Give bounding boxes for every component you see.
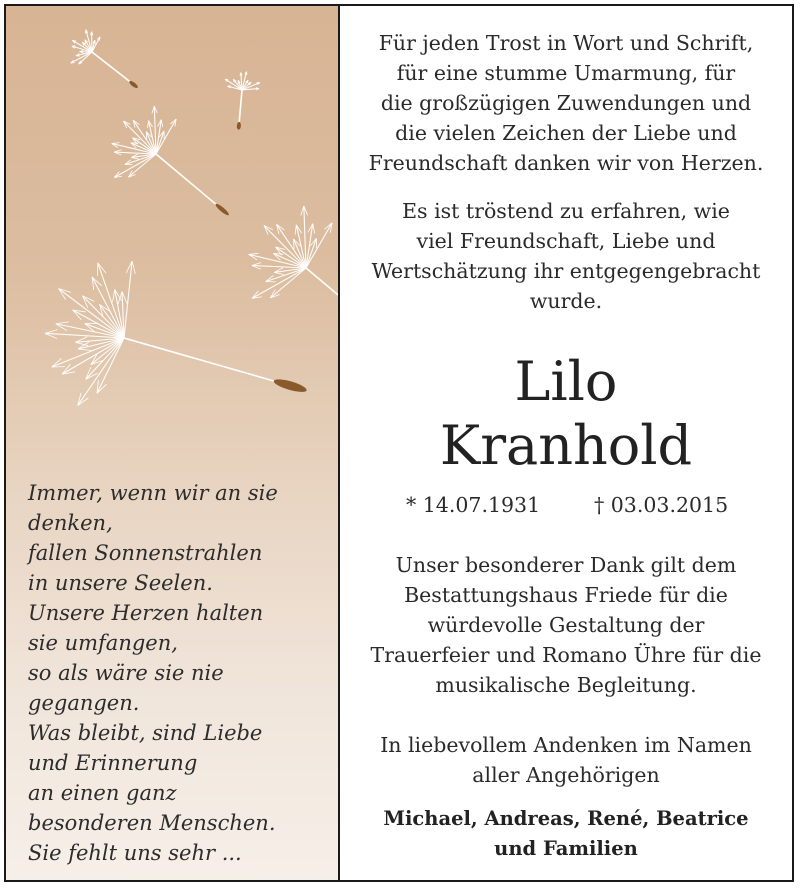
- birth-date: * 14.07.1931: [406, 493, 541, 517]
- special-thanks-paragraph: [340, 550, 792, 700]
- poem-line: in unsere Seelen.: [28, 571, 213, 595]
- dandelion-seed-icon: [249, 206, 338, 308]
- signers-line: Michael, Andreas, René, Beatrice: [383, 807, 749, 830]
- poem-line: Was bleibt, sind Liebe: [28, 721, 263, 745]
- poem-line: an einen ganz: [28, 781, 177, 805]
- signers-line: und Familien: [494, 837, 638, 860]
- right-panel: [340, 6, 792, 880]
- text-line: Trauerfeier und Romano Ühre für die: [370, 643, 762, 667]
- poem-line: so als wäre sie nie: [28, 661, 224, 685]
- text-line: viel Freundschaft, Liebe und: [416, 229, 716, 253]
- poem-line: Unsere Herzen halten: [28, 601, 264, 625]
- poem-line: denken,: [28, 511, 113, 535]
- dandelion-seed-icon: [225, 72, 260, 130]
- obituary-card: [4, 4, 794, 882]
- text-line: für eine stumme Umarmung, für: [396, 61, 736, 85]
- dandelion-seeds-illustration: [6, 6, 338, 466]
- text-line: die vielen Zeichen der Liebe und: [395, 121, 737, 145]
- poem: [28, 478, 328, 868]
- text-line: Für jeden Trost in Wort und Schrift,: [378, 31, 754, 55]
- dandelion-seed-icon: [112, 106, 231, 217]
- text-line: die großzügigen Zuwendungen und: [380, 91, 752, 115]
- text-line: wurde.: [529, 289, 603, 313]
- dandelion-seed-icon: [71, 30, 139, 90]
- remembrance-paragraph: [340, 730, 792, 790]
- left-panel: [6, 6, 338, 880]
- poem-line: fallen Sonnenstrahlen: [28, 541, 263, 565]
- text-line: Es ist tröstend zu erfahren, wie: [402, 199, 730, 223]
- deceased-first-name: Lilo: [514, 350, 618, 413]
- text-line: aller Angehörigen: [472, 763, 660, 787]
- text-line: würdevolle Gestaltung der: [427, 613, 705, 637]
- thanks-intro-paragraph: [340, 28, 792, 178]
- signers: [340, 804, 792, 864]
- text-line: In liebevollem Andenken im Namen: [380, 733, 752, 757]
- text-line: Bestattungshaus Friede für die: [404, 583, 728, 607]
- text-line: Freundschaft danken wir von Herzen.: [368, 151, 764, 175]
- poem-line: gegangen.: [28, 691, 140, 715]
- text-line: musikalische Begleitung.: [435, 673, 697, 697]
- poem-line: Sie fehlt uns sehr ...: [28, 841, 242, 865]
- poem-line: sie umfangen,: [28, 631, 178, 655]
- poem-line: besonderen Menschen.: [28, 811, 276, 835]
- text-line: Wertschätzung ihr entgegengebracht: [371, 259, 761, 283]
- text-line: Unser besonderer Dank gilt dem: [395, 553, 737, 577]
- poem-line: Immer, wenn wir an sie: [28, 481, 278, 505]
- dandelion-seed-icon: [45, 261, 308, 405]
- comfort-paragraph: [340, 196, 792, 316]
- death-date: † 03.03.2015: [594, 493, 729, 517]
- deceased-last-name: Kranhold: [439, 414, 693, 477]
- poem-line: und Erinnerung: [28, 751, 198, 775]
